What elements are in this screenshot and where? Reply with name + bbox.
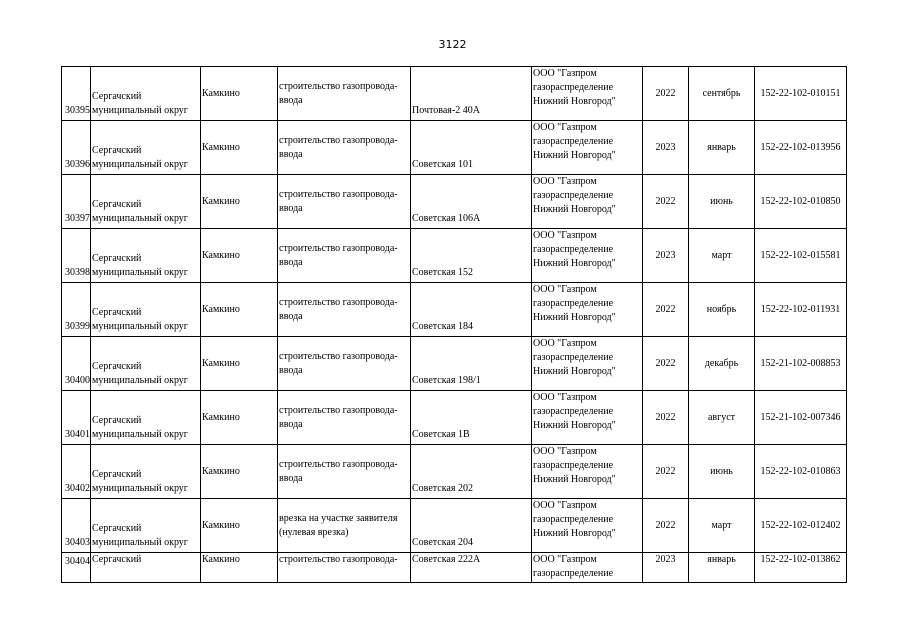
table-row [62, 337, 847, 391]
table-row [62, 67, 847, 121]
table-row [62, 499, 847, 553]
organization-cell: ООО "Газпром газораспределение Нижний Новгород" [532, 175, 643, 229]
month-cell: август [689, 391, 755, 445]
month-cell: январь [689, 553, 755, 583]
work-type-cell: строительство газопровода-ввода [278, 67, 411, 121]
work-type-cell: строительство газопровода-ввода [278, 283, 411, 337]
address-cell: Советская 202 [411, 445, 532, 499]
organization-cell: ООО "Газпром газораспределение Нижний Новгород" [532, 391, 643, 445]
locality-cell: Камкино [201, 283, 278, 337]
address-cell: Советская 152 [411, 229, 532, 283]
row-number-cell: 30403 [62, 499, 91, 553]
table-row [62, 175, 847, 229]
organization-cell: ООО "Газпром газораспределение Нижний Новгород" [532, 499, 643, 553]
district-cell: Сергачский муниципальный округ [91, 229, 201, 283]
month-cell: март [689, 499, 755, 553]
work-type-cell: строительство газопровода-ввода [278, 175, 411, 229]
district-cell: Сергачский муниципальный округ [91, 391, 201, 445]
year-cell: 2022 [643, 175, 689, 229]
code-cell: 152-21-102-007346 [755, 391, 847, 445]
district-cell: Сергачский муниципальный округ [91, 283, 201, 337]
address-cell: Почтовая-2 40А [411, 67, 532, 121]
row-number-cell: 30399 [62, 283, 91, 337]
organization-cell: ООО "Газпром газораспределение [532, 553, 643, 583]
table-row [62, 229, 847, 283]
locality-cell: Камкино [201, 175, 278, 229]
locality-cell: Камкино [201, 229, 278, 283]
code-cell: 152-21-102-008853 [755, 337, 847, 391]
locality-cell: Камкино [201, 121, 278, 175]
district-cell: Сергачский муниципальный округ [91, 337, 201, 391]
year-cell: 2022 [643, 67, 689, 121]
organization-cell: ООО "Газпром газораспределение Нижний Новгород" [532, 337, 643, 391]
year-cell: 2022 [643, 499, 689, 553]
locality-cell: Камкино [201, 553, 278, 583]
year-cell: 2023 [643, 121, 689, 175]
table-row [62, 283, 847, 337]
work-type-cell: врезка на участке заявителя (нулевая врезка) [278, 499, 411, 553]
district-cell: Сергачский муниципальный округ [91, 445, 201, 499]
page-number: 3122 [438, 38, 467, 51]
table-row [62, 445, 847, 499]
year-cell: 2022 [643, 445, 689, 499]
district-cell: Сергачский муниципальный округ [91, 175, 201, 229]
work-type-cell: строительство газопровода-ввода [278, 391, 411, 445]
month-cell: январь [689, 121, 755, 175]
address-cell: Советская 101 [411, 121, 532, 175]
code-cell: 152-22-102-011931 [755, 283, 847, 337]
district-cell: Сергачский муниципальный округ [91, 121, 201, 175]
address-cell: Советская 1В [411, 391, 532, 445]
work-type-cell: строительство газопровода- [278, 553, 411, 583]
year-cell: 2023 [643, 229, 689, 283]
organization-cell: ООО "Газпром газораспределение Нижний Новгород" [532, 67, 643, 121]
work-type-cell: строительство газопровода-ввода [278, 229, 411, 283]
row-number-cell: 30395 [62, 67, 91, 121]
address-cell: Советская 184 [411, 283, 532, 337]
month-cell: ноябрь [689, 283, 755, 337]
work-type-cell: строительство газопровода-ввода [278, 445, 411, 499]
row-number-cell: 30404 [62, 553, 91, 583]
table-row [62, 391, 847, 445]
month-cell: июнь [689, 175, 755, 229]
address-cell: Советская 198/1 [411, 337, 532, 391]
row-number-cell: 30396 [62, 121, 91, 175]
row-number-cell: 30398 [62, 229, 91, 283]
locality-cell: Камкино [201, 445, 278, 499]
code-cell: 152-22-102-010850 [755, 175, 847, 229]
organization-cell: ООО "Газпром газораспределение Нижний Новгород" [532, 121, 643, 175]
code-cell: 152-22-102-010151 [755, 67, 847, 121]
code-cell: 152-22-102-010863 [755, 445, 847, 499]
row-number-cell: 30400 [62, 337, 91, 391]
locality-cell: Камкино [201, 337, 278, 391]
month-cell: сентябрь [689, 67, 755, 121]
year-cell: 2022 [643, 391, 689, 445]
row-number-cell: 30402 [62, 445, 91, 499]
locality-cell: Камкино [201, 391, 278, 445]
month-cell: июнь [689, 445, 755, 499]
address-cell: Советская 106А [411, 175, 532, 229]
row-number-cell: 30401 [62, 391, 91, 445]
district-cell: Сергачский муниципальный округ [91, 67, 201, 121]
district-cell: Сергачский муниципальный округ [91, 499, 201, 553]
organization-cell: ООО "Газпром газораспределение Нижний Новгород" [532, 229, 643, 283]
organization-cell: ООО "Газпром газораспределение Нижний Новгород" [532, 445, 643, 499]
year-cell: 2023 [643, 553, 689, 583]
month-cell: март [689, 229, 755, 283]
year-cell: 2022 [643, 337, 689, 391]
row-number-cell: 30397 [62, 175, 91, 229]
address-cell: Советская 204 [411, 499, 532, 553]
table-row [62, 553, 847, 583]
year-cell: 2022 [643, 283, 689, 337]
district-cell: Сергачский [91, 553, 201, 583]
code-cell: 152-22-102-013956 [755, 121, 847, 175]
locality-cell: Камкино [201, 499, 278, 553]
code-cell: 152-22-102-013862 [755, 553, 847, 583]
code-cell: 152-22-102-015581 [755, 229, 847, 283]
work-type-cell: строительство газопровода-ввода [278, 121, 411, 175]
locality-cell: Камкино [201, 67, 278, 121]
work-type-cell: строительство газопровода-ввода [278, 337, 411, 391]
code-cell: 152-22-102-012402 [755, 499, 847, 553]
organization-cell: ООО "Газпром газораспределение Нижний Новгород" [532, 283, 643, 337]
registry-table [61, 66, 847, 583]
address-cell: Советская 222А [411, 553, 532, 583]
table-row [62, 121, 847, 175]
month-cell: декабрь [689, 337, 755, 391]
